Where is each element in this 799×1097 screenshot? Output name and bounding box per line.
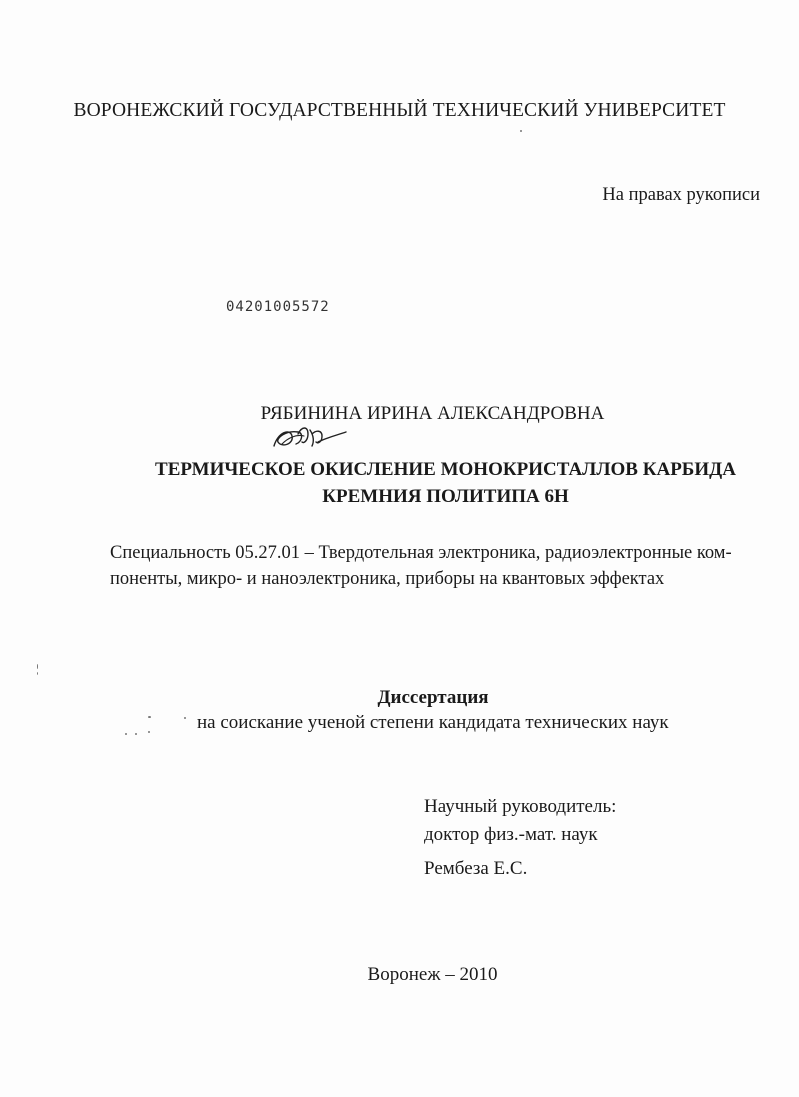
rights-notice: На правах рукописи (602, 185, 760, 205)
scan-speck (125, 733, 127, 735)
author-name: РЯБИНИНА ИРИНА АЛЕКСАНДРОВНА (260, 403, 605, 424)
specialty-line: поненты, микро- и наноэлектроника, приборы на квантовых эффектах (110, 569, 665, 589)
scan-speck (135, 733, 137, 735)
scan-speck (520, 130, 522, 132)
supervisor-role: Научный руководитель: (424, 796, 617, 817)
scan-speck (148, 731, 150, 733)
supervisor-degree: доктор физ.-мат. наук (424, 824, 598, 845)
handwritten-signature-icon (268, 420, 348, 454)
university-name: ВОРОНЕЖСКИЙ ГОСУДАРСТВЕННЫЙ ТЕХНИЧЕСКИЙ УНИВЕРСИТЕТ (73, 100, 726, 121)
dissertation-title (0, 456, 799, 510)
registry-code: 04201005572 (226, 299, 330, 315)
scan-speck (184, 717, 186, 719)
title-line: КРЕМНИЯ ПОЛИТИПА 6H (322, 486, 569, 507)
dissertation-label: Диссертация (377, 687, 489, 708)
scan-speck (37, 672, 38, 675)
specialty-line: Специальность 05.27.01 – Твердотельная электроника, радиоэлектронные ком- (110, 543, 732, 563)
specialty-text (110, 540, 770, 592)
city-year: Воронеж – 2010 (367, 964, 498, 985)
supervisor-name: Рембеза Е.С. (424, 858, 528, 879)
dissertation-description: на соискание ученой степени кандидата технических наук (197, 712, 669, 733)
title-line: ТЕРМИЧЕСКОЕ ОКИСЛЕНИЕ МОНОКРИСТАЛЛОВ КАРБИДА (155, 459, 736, 480)
supervisor-block (424, 793, 616, 883)
scan-speck (37, 664, 38, 669)
scan-speck (148, 716, 151, 718)
